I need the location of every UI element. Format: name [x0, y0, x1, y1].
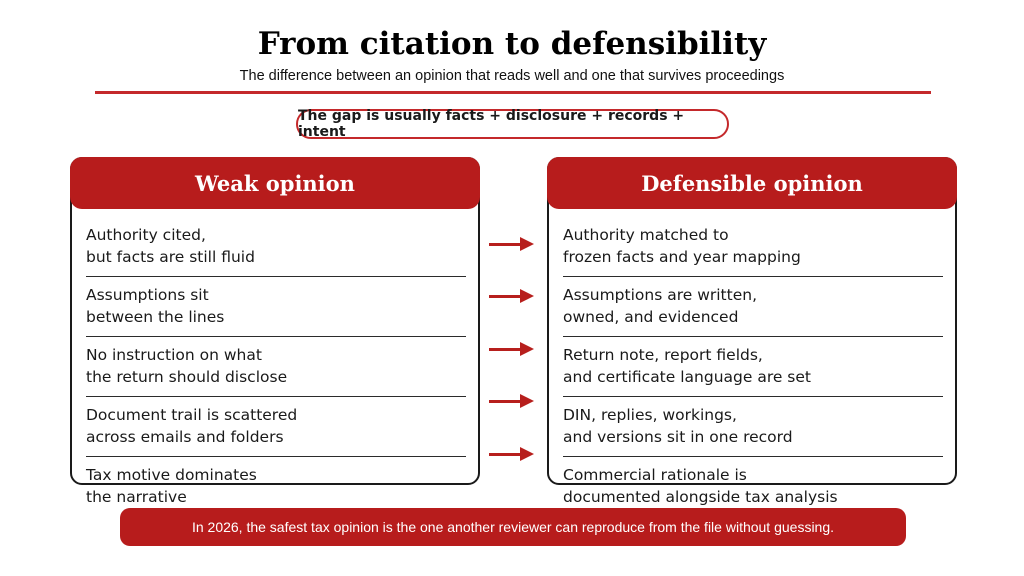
row-text-line1: No instruction on what	[86, 346, 262, 364]
list-item	[86, 337, 466, 397]
row-text-line2: documented alongside tax analysis	[563, 488, 838, 506]
row-text-line2: the narrative	[86, 488, 187, 506]
arrow-head	[520, 394, 534, 408]
row-text-line2: between the lines	[86, 308, 225, 326]
row-text-line2: and versions sit in one record	[563, 428, 793, 446]
row-text-line1: Return note, report fields,	[563, 346, 763, 364]
row-text-line1: Assumptions sit	[86, 286, 209, 304]
gap-banner-text: The gap is usually facts + disclosure + records + intent	[298, 108, 685, 140]
row-text-line2: the return should disclose	[86, 368, 288, 386]
red-divider-line	[95, 91, 931, 94]
footer-banner	[120, 508, 906, 546]
arrow-right-icon	[489, 394, 535, 408]
arrow-right-icon	[489, 342, 535, 356]
row-text-line1: Assumptions are written,	[563, 286, 757, 304]
gap-banner-pill	[296, 109, 729, 139]
weak-opinion-rows	[72, 211, 478, 506]
list-item	[86, 397, 466, 457]
list-item	[563, 397, 943, 457]
defensible-opinion-card	[547, 157, 957, 506]
row-text-line2: and certificate language are set	[563, 368, 811, 386]
arrow-shaft	[489, 348, 520, 351]
page-title: From citation to defensibility	[257, 26, 767, 62]
arrow-shaft	[489, 453, 520, 456]
arrow-head	[520, 447, 534, 461]
row-text-line1: Tax motive dominates	[86, 466, 257, 484]
list-item	[563, 217, 943, 277]
weak-opinion-card	[70, 157, 480, 506]
row-text-line2: but facts are still fluid	[86, 248, 255, 266]
defensible-opinion-rows	[549, 211, 955, 506]
list-item	[563, 277, 943, 337]
arrow-head	[520, 237, 534, 251]
arrow-right-icon	[489, 447, 535, 461]
row-text-line2: owned, and evidenced	[563, 308, 739, 326]
row-text-line2: across emails and folders	[86, 428, 284, 446]
row-text-line1: Authority matched to	[563, 226, 729, 244]
page-subtitle: The difference between an opinion that reads well and one that survives proceedings	[239, 68, 785, 84]
weak-opinion-header: Weak opinion	[70, 157, 480, 209]
row-text-line1: Commercial rationale is	[563, 466, 747, 484]
row-text-line1: Authority cited,	[86, 226, 206, 244]
arrow-shaft	[489, 400, 520, 403]
arrow-head	[520, 289, 534, 303]
arrow-right-icon	[489, 237, 535, 251]
row-text-line1: Document trail is scattered	[86, 406, 298, 424]
footer-banner-text: In 2026, the safest tax opinion is the one another reviewer can reproduce from the file without guessing.	[191, 519, 835, 535]
list-item	[86, 217, 466, 277]
defensible-opinion-header: Defensible opinion	[547, 157, 957, 209]
row-text-line2: frozen facts and year mapping	[563, 248, 801, 266]
arrow-right-icon	[489, 289, 535, 303]
arrow-shaft	[489, 243, 520, 246]
list-item	[86, 277, 466, 337]
arrow-head	[520, 342, 534, 356]
arrow-shaft	[489, 295, 520, 298]
list-item	[563, 337, 943, 397]
row-text-line1: DIN, replies, workings,	[563, 406, 737, 424]
